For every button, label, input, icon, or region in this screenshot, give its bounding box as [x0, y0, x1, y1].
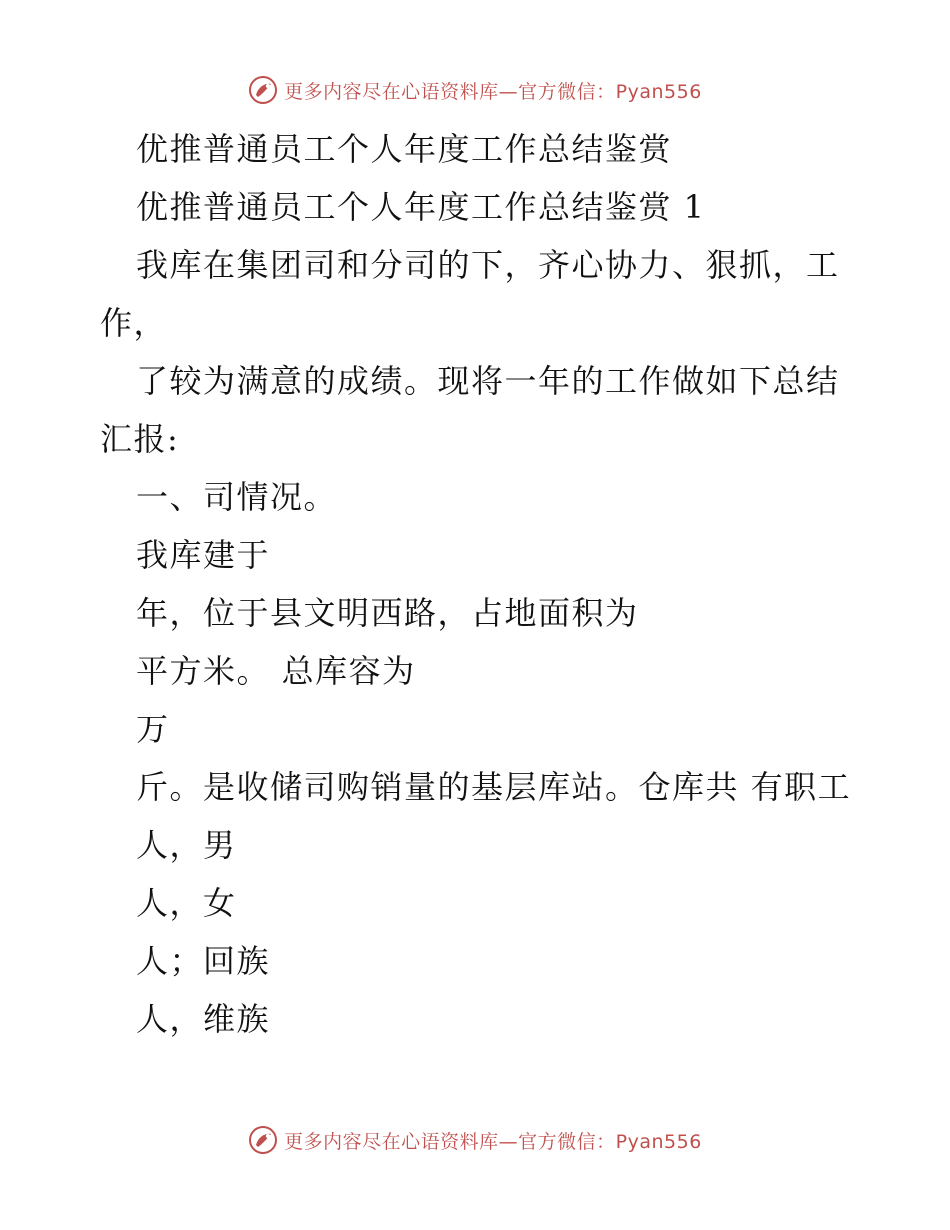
paragraph: 我库建于	[136, 536, 271, 574]
brand-logo-icon	[248, 1125, 278, 1155]
paragraph: 年，位于县文明西路，占地面积为	[136, 594, 639, 632]
paragraph: 平方米。 总库容为	[136, 652, 416, 690]
brand-logo-icon	[248, 75, 278, 105]
document-body	[100, 120, 860, 1048]
footer-watermark	[0, 1120, 950, 1160]
paragraph: 万	[136, 710, 170, 748]
paragraph: 人；回族	[136, 942, 271, 980]
header-watermark	[0, 70, 950, 110]
paragraph: 我库在集团司和分司的下，齐心协力、狠抓，工作，	[100, 246, 840, 342]
paragraph: 斤。是收储司购销量的基层库站。仓库共 有职工	[136, 768, 852, 806]
paragraph: 人，女	[136, 884, 237, 922]
watermark-text: 更多内容尽在心语资料库—官方微信：Pyan556	[284, 1130, 702, 1153]
paragraph: 人，男	[136, 826, 237, 864]
section-heading: 优推普通员工个人年度工作总结鉴赏 1	[136, 188, 706, 226]
paragraph: 一、司情况。	[136, 478, 338, 516]
paragraph: 了较为满意的成绩。现将一年的工作做如下总结汇报:	[100, 362, 840, 458]
paragraph: 人，维族	[136, 1000, 271, 1038]
document-title: 优推普通员工个人年度工作总结鉴赏	[136, 130, 673, 168]
watermark-text: 更多内容尽在心语资料库—官方微信：Pyan556	[284, 80, 702, 103]
